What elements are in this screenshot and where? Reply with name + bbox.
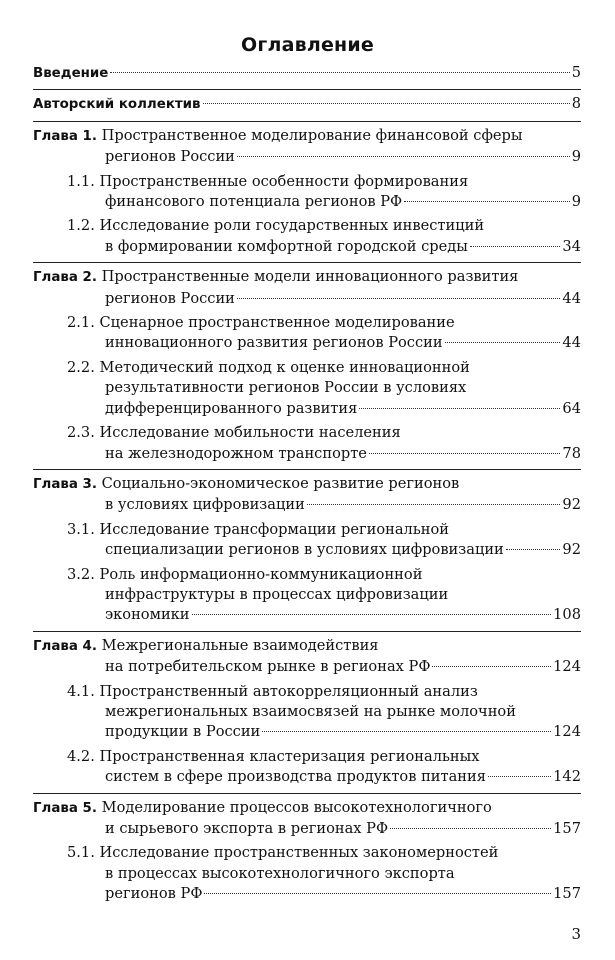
toc-line — [33, 702, 581, 722]
toc-line — [33, 63, 581, 84]
toc-entry-title: Моделирование процессов высокотехнологичного — [101, 798, 492, 816]
toc-page-number: 5 — [571, 64, 581, 81]
dot-leader — [262, 731, 551, 732]
toc-page-number: 64 — [562, 399, 581, 417]
dot-leader — [237, 156, 570, 157]
section-number: 4.2. — [67, 747, 100, 765]
toc-entry-title: регионов РФ — [105, 885, 203, 903]
toc-entry-title: в процессах высокотехнологичного экспорта — [105, 864, 455, 882]
toc-entry-title: Социально-экономическое развитие регионов — [101, 474, 460, 492]
toc-entry-title: Исследование роли государственных инвестиций — [99, 217, 485, 235]
toc-entry-title: инновационного развития регионов России — [105, 334, 443, 352]
toc-line — [33, 192, 581, 212]
dot-leader — [192, 614, 552, 615]
toc-entry — [33, 358, 581, 419]
toc-page-number: 142 — [553, 768, 581, 786]
toc-page-number: 8 — [571, 95, 581, 113]
toc-line — [33, 565, 581, 585]
chapter-label: Глава 2. — [33, 270, 102, 286]
toc-line — [33, 399, 581, 419]
toc-entry-title: Пространственное моделирование финансовой сферы — [101, 126, 523, 144]
toc-entry — [33, 843, 581, 904]
section-number: 2.2. — [67, 358, 100, 376]
chapter-label: Глава 1. — [33, 128, 102, 144]
toc-entry-title: Введение — [33, 66, 109, 81]
toc-line — [33, 126, 581, 147]
toc-entry-title: экономики — [105, 606, 190, 624]
toc-entry-title: Пространственный автокорреляционный анализ — [99, 682, 478, 700]
toc-entry — [33, 172, 581, 213]
toc-line — [33, 682, 581, 702]
dot-leader — [110, 72, 569, 73]
toc-line — [33, 585, 581, 605]
toc-entry-title: на железнодорожном транспорте — [105, 444, 367, 462]
toc-entry-title: Пространственные модели инновационного развития — [101, 268, 519, 286]
toc-entry-title: межрегиональных взаимосвязей на рынке молочной — [105, 702, 516, 720]
toc-entry-title: Пространственная кластеризация региональных — [99, 747, 480, 765]
toc-entry-title: Исследование мобильности населения — [99, 424, 401, 442]
toc-line — [33, 94, 581, 115]
section-number: 1.1. — [67, 172, 100, 190]
toc-entry — [33, 423, 581, 464]
chapter-label: Глава 5. — [33, 800, 102, 816]
toc-entry-title: Сценарное пространственное моделирование — [99, 314, 455, 332]
dot-leader — [404, 201, 570, 202]
toc-line — [33, 520, 581, 540]
toc-entry-title: Методический подход к оценке инновационной — [99, 358, 470, 376]
section-number: 3.2. — [67, 565, 100, 583]
toc-line — [33, 333, 581, 353]
toc-line — [33, 819, 581, 839]
toc-page-number: 9 — [571, 148, 581, 166]
toc-line — [33, 423, 581, 443]
toc-line — [33, 358, 581, 378]
toc-line — [33, 444, 581, 464]
toc-entry-title: продукции в России — [105, 723, 261, 741]
toc-entry-title: дифференцированного развития — [105, 399, 358, 417]
section-number: 2.1. — [67, 314, 100, 332]
toc-entry-title: инфраструктуры в процессах цифровизации — [105, 585, 449, 603]
toc-entry-title: результативности регионов России в условиях — [105, 379, 467, 397]
chapter-label: Глава 3. — [33, 476, 102, 492]
toc-page-number: 92 — [562, 541, 581, 559]
section-number: 1.2. — [67, 217, 100, 235]
toc-entry-title: Исследование пространственных закономерностей — [99, 844, 499, 862]
dot-leader — [204, 893, 551, 894]
toc-line — [33, 884, 581, 904]
toc-entry — [33, 469, 581, 516]
toc-line — [33, 289, 581, 309]
toc-page-number: 9 — [571, 193, 581, 211]
chapter-label: Глава 4. — [33, 638, 102, 654]
toc-line — [33, 216, 581, 236]
dot-leader — [390, 828, 551, 829]
section-number: 4.1. — [67, 682, 100, 700]
table-of-contents — [33, 63, 581, 905]
toc-entry-title: Пространственные особенности формирования — [99, 172, 469, 190]
dot-leader — [445, 342, 561, 343]
toc-entry-title: Авторский коллектив — [33, 97, 201, 113]
toc-line — [33, 636, 581, 657]
section-number: 5.1. — [67, 844, 100, 862]
toc-entry-title: регионов России — [105, 289, 235, 307]
toc-entry — [33, 565, 581, 626]
toc-line — [33, 147, 581, 167]
toc-entry-title: регионов России — [105, 148, 235, 166]
toc-line — [33, 172, 581, 192]
toc-page-number: 44 — [562, 334, 581, 352]
toc-line — [33, 495, 581, 515]
toc-entry-title: в формировании комфортной городской среды — [105, 237, 468, 255]
toc-page-number: 157 — [553, 820, 581, 837]
toc-entry — [33, 63, 581, 84]
toc-page-number: 157 — [553, 885, 581, 903]
section-number: 3.1. — [67, 520, 100, 538]
toc-entry — [33, 747, 581, 788]
toc-entry-title: Исследование трансформации региональной — [99, 520, 450, 538]
section-number: 2.3. — [67, 424, 100, 442]
toc-line — [33, 267, 581, 288]
dot-leader — [470, 246, 561, 247]
toc-entry — [33, 793, 581, 840]
toc-entry — [33, 520, 581, 561]
toc-line — [33, 864, 581, 884]
toc-line — [33, 798, 581, 819]
toc-entry-title: Межрегиональные взаимодействия — [101, 636, 379, 654]
page-number: 3 — [571, 925, 581, 943]
toc-entry-title: на потребительском рынке в регионах РФ — [105, 658, 431, 676]
toc-page-number: 78 — [562, 444, 581, 462]
toc-line — [33, 767, 581, 787]
toc-line — [33, 378, 581, 398]
toc-page-number: 124 — [553, 723, 581, 741]
toc-entry-title: и сырьевого экспорта в регионах РФ — [105, 820, 389, 837]
dot-leader — [359, 408, 560, 409]
toc-page-number: 124 — [553, 658, 581, 676]
toc-line — [33, 722, 581, 742]
dot-leader — [488, 776, 551, 777]
toc-line — [33, 237, 581, 257]
dot-leader — [307, 504, 561, 505]
toc-entry-title: финансового потенциала регионов РФ — [105, 193, 403, 211]
toc-entry — [33, 313, 581, 354]
toc-entry — [33, 682, 581, 743]
toc-page-number: 108 — [553, 606, 581, 624]
toc-line — [33, 474, 581, 495]
dot-leader — [203, 103, 570, 104]
toc-entry — [33, 89, 581, 115]
page-title: Оглавление — [241, 34, 374, 56]
toc-entry-title: систем в сфере производства продуктов питания — [105, 768, 486, 786]
toc-line — [33, 843, 581, 863]
toc-line — [33, 540, 581, 560]
toc-entry-title: Роль информационно-коммуникационной — [99, 565, 423, 583]
dot-leader — [506, 549, 561, 550]
toc-entry — [33, 121, 581, 168]
toc-entry-title: специализации регионов в условиях цифровизации — [105, 541, 504, 559]
toc-line — [33, 313, 581, 333]
toc-page-number: 44 — [562, 289, 581, 307]
toc-line — [33, 747, 581, 767]
dot-leader — [237, 298, 561, 299]
toc-entry — [33, 216, 581, 257]
toc-entry — [33, 262, 581, 309]
toc-entry — [33, 631, 581, 678]
toc-page-number: 34 — [562, 237, 581, 255]
toc-page-number: 92 — [562, 496, 581, 514]
toc-line — [33, 657, 581, 677]
dot-leader — [432, 666, 551, 667]
toc-line — [33, 605, 581, 625]
toc-entry-title: в условиях цифровизации — [105, 496, 305, 514]
dot-leader — [369, 453, 561, 454]
